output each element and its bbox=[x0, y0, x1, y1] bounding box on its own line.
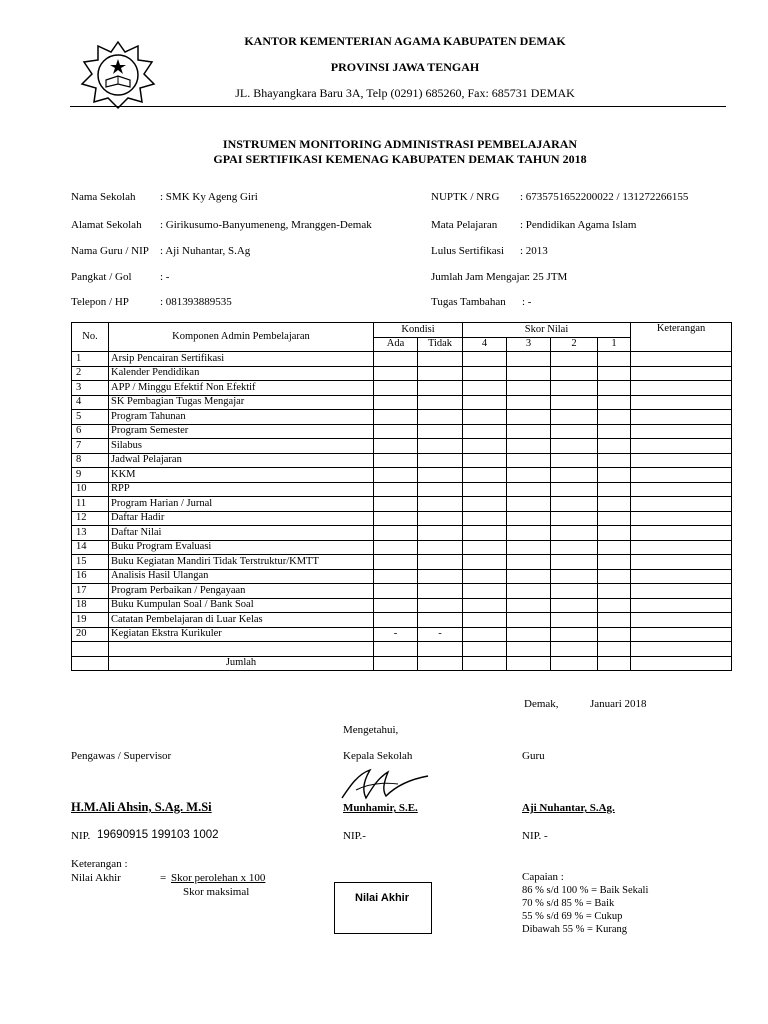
info-label-pangkat: Pangkat / Gol bbox=[71, 271, 132, 283]
row-score-cell bbox=[463, 613, 507, 628]
row-no: 14 bbox=[72, 540, 109, 555]
row-score-cell bbox=[598, 468, 631, 483]
row-score-cell bbox=[551, 468, 598, 483]
info-label-lulus: Lulus Sertifikasi bbox=[431, 245, 505, 257]
table-row bbox=[72, 540, 732, 555]
info-value-tugas: : - bbox=[522, 296, 532, 308]
row-component: Arsip Pencairan Sertifikasi bbox=[109, 352, 374, 367]
row-component: Program Harian / Jurnal bbox=[109, 497, 374, 512]
info-label-telepon: Telepon / HP bbox=[71, 296, 129, 308]
table-row bbox=[72, 598, 732, 613]
row-tidak bbox=[418, 526, 463, 541]
row-ada: - bbox=[374, 627, 418, 642]
table-row bbox=[72, 497, 732, 512]
row-score-cell bbox=[598, 497, 631, 512]
total-label: Jumlah bbox=[109, 656, 374, 671]
guru-nip: NIP. - bbox=[522, 830, 548, 842]
row-score-cell bbox=[507, 468, 551, 483]
capaian-item: 86 % s/d 100 % = Baik Sekali bbox=[522, 885, 649, 896]
row-tidak bbox=[418, 410, 463, 425]
row-no: 3 bbox=[72, 381, 109, 396]
row-score-cell bbox=[598, 424, 631, 439]
row-score-cell bbox=[551, 511, 598, 526]
row-keterangan bbox=[631, 526, 732, 541]
row-score-cell bbox=[551, 569, 598, 584]
info-label-nuptk: NUPTK / NRG bbox=[431, 191, 500, 203]
row-score-cell bbox=[463, 598, 507, 613]
supervisor-nip-label: NIP. bbox=[71, 830, 91, 842]
row-score-cell bbox=[463, 410, 507, 425]
row-score-cell bbox=[598, 555, 631, 570]
row-ada bbox=[374, 439, 418, 454]
row-score-cell bbox=[551, 555, 598, 570]
letterhead-line1: KANTOR KEMENTERIAN AGAMA KABUPATEN DEMAK bbox=[244, 34, 566, 48]
row-no: 8 bbox=[72, 453, 109, 468]
row-score-cell bbox=[551, 439, 598, 454]
kemenag-logo bbox=[78, 40, 158, 110]
row-ada bbox=[374, 366, 418, 381]
row-keterangan bbox=[631, 555, 732, 570]
info-value-pangkat: : - bbox=[160, 271, 170, 283]
info-label-nama-sekolah: Nama Sekolah bbox=[71, 191, 136, 203]
table-row bbox=[72, 381, 732, 396]
capaian-item: Dibawah 55 % = Kurang bbox=[522, 924, 628, 935]
table-row bbox=[72, 453, 732, 468]
row-score-cell bbox=[507, 569, 551, 584]
row-ada bbox=[374, 497, 418, 512]
row-score-cell bbox=[598, 453, 631, 468]
row-ada bbox=[374, 526, 418, 541]
row-score-cell bbox=[507, 439, 551, 454]
row-no: 13 bbox=[72, 526, 109, 541]
info-label-nama-guru: Nama Guru / NIP bbox=[71, 245, 149, 257]
date-label: Januari 2018 bbox=[590, 698, 647, 710]
row-component: Jadwal Pelajaran bbox=[109, 453, 374, 468]
row-score-cell bbox=[507, 352, 551, 367]
row-score-cell bbox=[463, 627, 507, 642]
info-value-telepon: : 081393889535 bbox=[160, 296, 232, 308]
row-component: Program Perbaikan / Pengayaan bbox=[109, 584, 374, 599]
row-score-cell bbox=[598, 511, 631, 526]
row-score-cell bbox=[463, 511, 507, 526]
row-tidak bbox=[418, 381, 463, 396]
row-score-cell bbox=[463, 497, 507, 512]
row-score-cell bbox=[507, 395, 551, 410]
row-keterangan bbox=[631, 381, 732, 396]
row-tidak bbox=[418, 598, 463, 613]
row-score-cell bbox=[463, 352, 507, 367]
row-tidak bbox=[418, 482, 463, 497]
row-ada bbox=[374, 511, 418, 526]
row-score-cell bbox=[598, 598, 631, 613]
row-tidak bbox=[418, 540, 463, 555]
table-row bbox=[72, 511, 732, 526]
row-component: APP / Minggu Efektif Non Efektif bbox=[109, 381, 374, 396]
header-skor-4: 4 bbox=[463, 337, 507, 352]
row-keterangan bbox=[631, 410, 732, 425]
row-keterangan bbox=[631, 468, 732, 483]
row-keterangan bbox=[631, 395, 732, 410]
row-component: Program Tahunan bbox=[109, 410, 374, 425]
row-keterangan bbox=[631, 424, 732, 439]
row-component: Analisis Hasil Ulangan bbox=[109, 569, 374, 584]
info-value-jam: : 25 JTM bbox=[527, 271, 568, 283]
row-keterangan bbox=[631, 598, 732, 613]
row-no: 18 bbox=[72, 598, 109, 613]
row-score-cell bbox=[463, 453, 507, 468]
row-score-cell bbox=[463, 569, 507, 584]
place-label: Demak, bbox=[524, 698, 559, 710]
row-component: Daftar Hadir bbox=[109, 511, 374, 526]
row-component: Buku Kumpulan Soal / Bank Soal bbox=[109, 598, 374, 613]
row-score-cell bbox=[463, 395, 507, 410]
row-tidak bbox=[418, 511, 463, 526]
row-component: Kalender Pendidikan bbox=[109, 366, 374, 381]
row-no: 7 bbox=[72, 439, 109, 454]
info-value-alamat: : Girikusumo-Banyumeneng, Mranggen-Demak bbox=[160, 219, 372, 231]
row-no: 1 bbox=[72, 352, 109, 367]
kepala-name: Munhamir, S.E. bbox=[343, 802, 418, 814]
row-score-cell bbox=[463, 540, 507, 555]
row-keterangan bbox=[631, 366, 732, 381]
info-label-alamat: Alamat Sekolah bbox=[71, 219, 142, 231]
table-row bbox=[72, 526, 732, 541]
row-score-cell bbox=[598, 395, 631, 410]
row-score-cell bbox=[598, 540, 631, 555]
row-score-cell bbox=[598, 482, 631, 497]
row-tidak bbox=[418, 613, 463, 628]
capaian-item: 55 % s/d 69 % = Cukup bbox=[522, 911, 623, 922]
row-no: 2 bbox=[72, 366, 109, 381]
row-component: Catatan Pembelajaran di Luar Kelas bbox=[109, 613, 374, 628]
row-no: 11 bbox=[72, 497, 109, 512]
header-keterangan: Keterangan bbox=[631, 323, 732, 352]
row-score-cell bbox=[551, 540, 598, 555]
row-score-cell bbox=[507, 584, 551, 599]
row-score-cell bbox=[507, 366, 551, 381]
row-no: 9 bbox=[72, 468, 109, 483]
header-tidak: Tidak bbox=[418, 337, 463, 352]
row-score-cell bbox=[598, 627, 631, 642]
row-score-cell bbox=[507, 497, 551, 512]
row-tidak: - bbox=[418, 627, 463, 642]
row-ada bbox=[374, 424, 418, 439]
table-row bbox=[72, 410, 732, 425]
row-keterangan bbox=[631, 453, 732, 468]
row-score-cell bbox=[507, 598, 551, 613]
supervisor-name: H.M.Ali Ahsin, S.Ag. M.Si bbox=[71, 800, 212, 814]
row-tidak bbox=[418, 584, 463, 599]
row-no: 16 bbox=[72, 569, 109, 584]
header-skor-3: 3 bbox=[507, 337, 551, 352]
info-label-mapel: Mata Pelajaran bbox=[431, 219, 498, 231]
row-component: Buku Program Evaluasi bbox=[109, 540, 374, 555]
row-keterangan bbox=[631, 540, 732, 555]
row-tidak bbox=[418, 424, 463, 439]
info-label-jam: Jumlah Jam Mengajar bbox=[431, 271, 529, 283]
row-score-cell bbox=[551, 526, 598, 541]
row-score-cell bbox=[551, 410, 598, 425]
letterhead-rule bbox=[70, 106, 726, 107]
row-score-cell bbox=[507, 540, 551, 555]
info-value-mapel: : Pendidikan Agama Islam bbox=[520, 219, 637, 231]
row-component: SK Pembagian Tugas Mengajar bbox=[109, 395, 374, 410]
row-score-cell bbox=[551, 424, 598, 439]
row-ada bbox=[374, 410, 418, 425]
row-score-cell bbox=[551, 497, 598, 512]
row-ada bbox=[374, 598, 418, 613]
capaian-label: Capaian : bbox=[522, 871, 564, 883]
row-tidak bbox=[418, 439, 463, 454]
row-score-cell bbox=[598, 569, 631, 584]
row-keterangan bbox=[631, 511, 732, 526]
formula-equals: = bbox=[160, 872, 167, 884]
header-kondisi: Kondisi bbox=[374, 323, 463, 338]
row-score-cell bbox=[598, 584, 631, 599]
kepala-role: Kepala Sekolah bbox=[343, 750, 413, 762]
row-score-cell bbox=[507, 410, 551, 425]
row-no: 12 bbox=[72, 511, 109, 526]
supervisor-role: Pengawas / Supervisor bbox=[71, 750, 172, 762]
table-row bbox=[72, 352, 732, 367]
header-skor-1: 1 bbox=[598, 337, 631, 352]
row-no: 15 bbox=[72, 555, 109, 570]
row-score-cell bbox=[507, 381, 551, 396]
row-score-cell bbox=[598, 366, 631, 381]
row-component: Program Semester bbox=[109, 424, 374, 439]
row-no: 10 bbox=[72, 482, 109, 497]
row-no: 4 bbox=[72, 395, 109, 410]
info-value-lulus: : 2013 bbox=[520, 245, 548, 257]
info-value-nama-guru: : Aji Nuhantar, S.Ag bbox=[160, 245, 251, 257]
row-component: RPP bbox=[109, 482, 374, 497]
row-score-cell bbox=[463, 381, 507, 396]
row-tidak bbox=[418, 555, 463, 570]
monitoring-table bbox=[71, 322, 732, 671]
table-row bbox=[72, 555, 732, 570]
row-score-cell bbox=[463, 482, 507, 497]
row-ada bbox=[374, 395, 418, 410]
row-tidak bbox=[418, 395, 463, 410]
row-ada bbox=[374, 613, 418, 628]
table-row bbox=[72, 613, 732, 628]
row-keterangan bbox=[631, 569, 732, 584]
row-score-cell bbox=[598, 410, 631, 425]
row-keterangan bbox=[631, 352, 732, 367]
row-score-cell bbox=[551, 584, 598, 599]
row-score-cell bbox=[551, 366, 598, 381]
row-ada bbox=[374, 468, 418, 483]
row-score-cell bbox=[463, 424, 507, 439]
row-component: Daftar Nilai bbox=[109, 526, 374, 541]
row-keterangan bbox=[631, 584, 732, 599]
table-row-blank bbox=[72, 642, 732, 657]
table-row bbox=[72, 439, 732, 454]
row-ada bbox=[374, 569, 418, 584]
doc-title-line1: INSTRUMEN MONITORING ADMINISTRASI PEMBELAJARAN bbox=[222, 137, 578, 151]
row-ada bbox=[374, 352, 418, 367]
row-score-cell bbox=[507, 511, 551, 526]
row-ada bbox=[374, 482, 418, 497]
row-score-cell bbox=[507, 526, 551, 541]
row-score-cell bbox=[463, 468, 507, 483]
table-row bbox=[72, 424, 732, 439]
capaian-item: 70 % s/d 85 % = Baik bbox=[522, 898, 615, 909]
row-tidak bbox=[418, 569, 463, 584]
mengetahui-label: Mengetahui, bbox=[343, 724, 399, 736]
info-value-nuptk: : 6735751652200022 / 131272266155 bbox=[520, 191, 689, 203]
row-keterangan bbox=[631, 627, 732, 642]
header-skor: Skor Nilai bbox=[463, 323, 631, 338]
header-ada: Ada bbox=[374, 337, 418, 352]
row-score-cell bbox=[463, 439, 507, 454]
row-score-cell bbox=[598, 381, 631, 396]
row-tidak bbox=[418, 497, 463, 512]
row-score-cell bbox=[463, 555, 507, 570]
formula-numerator: Skor perolehan x 100 bbox=[171, 872, 266, 884]
row-score-cell bbox=[598, 526, 631, 541]
row-ada bbox=[374, 453, 418, 468]
row-score-cell bbox=[507, 555, 551, 570]
row-no: 6 bbox=[72, 424, 109, 439]
header-komponen: Komponen Admin Pembelajaran bbox=[109, 323, 374, 352]
row-component: KKM bbox=[109, 468, 374, 483]
row-score-cell bbox=[598, 613, 631, 628]
keterangan-label: Keterangan : bbox=[71, 858, 128, 870]
row-score-cell bbox=[551, 381, 598, 396]
row-component: Kegiatan Ekstra Kurikuler bbox=[109, 627, 374, 642]
row-ada bbox=[374, 381, 418, 396]
letterhead-address: JL. Bhayangkara Baru 3A, Telp (0291) 685260, Fax: 685731 DEMAK bbox=[235, 86, 575, 100]
row-score-cell bbox=[507, 453, 551, 468]
row-keterangan bbox=[631, 497, 732, 512]
row-no: 17 bbox=[72, 584, 109, 599]
formula-denominator: Skor maksimal bbox=[183, 886, 250, 898]
row-tidak bbox=[418, 352, 463, 367]
header-skor-2: 2 bbox=[551, 337, 598, 352]
guru-role: Guru bbox=[522, 750, 545, 762]
row-ada bbox=[374, 555, 418, 570]
table-row bbox=[72, 482, 732, 497]
info-value-nama-sekolah: : SMK Ky Ageng Giri bbox=[160, 191, 258, 203]
row-score-cell bbox=[551, 598, 598, 613]
row-score-cell bbox=[507, 482, 551, 497]
kepala-signature bbox=[336, 760, 436, 806]
nilai-akhir-label: Nilai Akhir bbox=[71, 872, 121, 884]
row-keterangan bbox=[631, 613, 732, 628]
row-score-cell bbox=[551, 482, 598, 497]
table-row bbox=[72, 584, 732, 599]
row-score-cell bbox=[507, 627, 551, 642]
row-score-cell bbox=[463, 584, 507, 599]
row-no: 19 bbox=[72, 613, 109, 628]
table-row bbox=[72, 366, 732, 381]
row-score-cell bbox=[598, 439, 631, 454]
row-score-cell bbox=[551, 352, 598, 367]
table-row bbox=[72, 395, 732, 410]
row-tidak bbox=[418, 453, 463, 468]
table-row bbox=[72, 627, 732, 642]
supervisor-nip-value: 19690915 199103 1002 bbox=[97, 829, 219, 841]
nilai-akhir-box-label: Nilai Akhir bbox=[355, 892, 409, 904]
row-score-cell bbox=[463, 366, 507, 381]
header-no: No. bbox=[72, 323, 109, 352]
table-row bbox=[72, 569, 732, 584]
guru-name: Aji Nuhantar, S.Ag. bbox=[522, 802, 615, 814]
row-score-cell bbox=[507, 613, 551, 628]
row-score-cell bbox=[463, 526, 507, 541]
nilai-akhir-box bbox=[334, 882, 432, 934]
letterhead-line2: PROVINSI JAWA TENGAH bbox=[330, 60, 480, 74]
table-row-total bbox=[72, 656, 732, 671]
kepala-nip: NIP.- bbox=[343, 830, 366, 842]
row-tidak bbox=[418, 468, 463, 483]
row-component: Buku Kegiatan Mandiri Tidak Terstruktur/KMTT bbox=[109, 555, 374, 570]
row-ada bbox=[374, 540, 418, 555]
row-no: 5 bbox=[72, 410, 109, 425]
row-component: Silabus bbox=[109, 439, 374, 454]
row-score-cell bbox=[507, 424, 551, 439]
doc-title-line2: GPAI SERTIFIKASI KEMENAG KABUPATEN DEMAK TAHUN 2018 bbox=[213, 152, 587, 166]
row-keterangan bbox=[631, 482, 732, 497]
table-row bbox=[72, 468, 732, 483]
row-score-cell bbox=[551, 627, 598, 642]
row-no: 20 bbox=[72, 627, 109, 642]
row-score-cell bbox=[598, 352, 631, 367]
info-label-tugas: Tugas Tambahan bbox=[431, 296, 506, 308]
row-tidak bbox=[418, 366, 463, 381]
row-ada bbox=[374, 584, 418, 599]
row-score-cell bbox=[551, 453, 598, 468]
row-keterangan bbox=[631, 439, 732, 454]
row-score-cell bbox=[551, 613, 598, 628]
row-score-cell bbox=[551, 395, 598, 410]
